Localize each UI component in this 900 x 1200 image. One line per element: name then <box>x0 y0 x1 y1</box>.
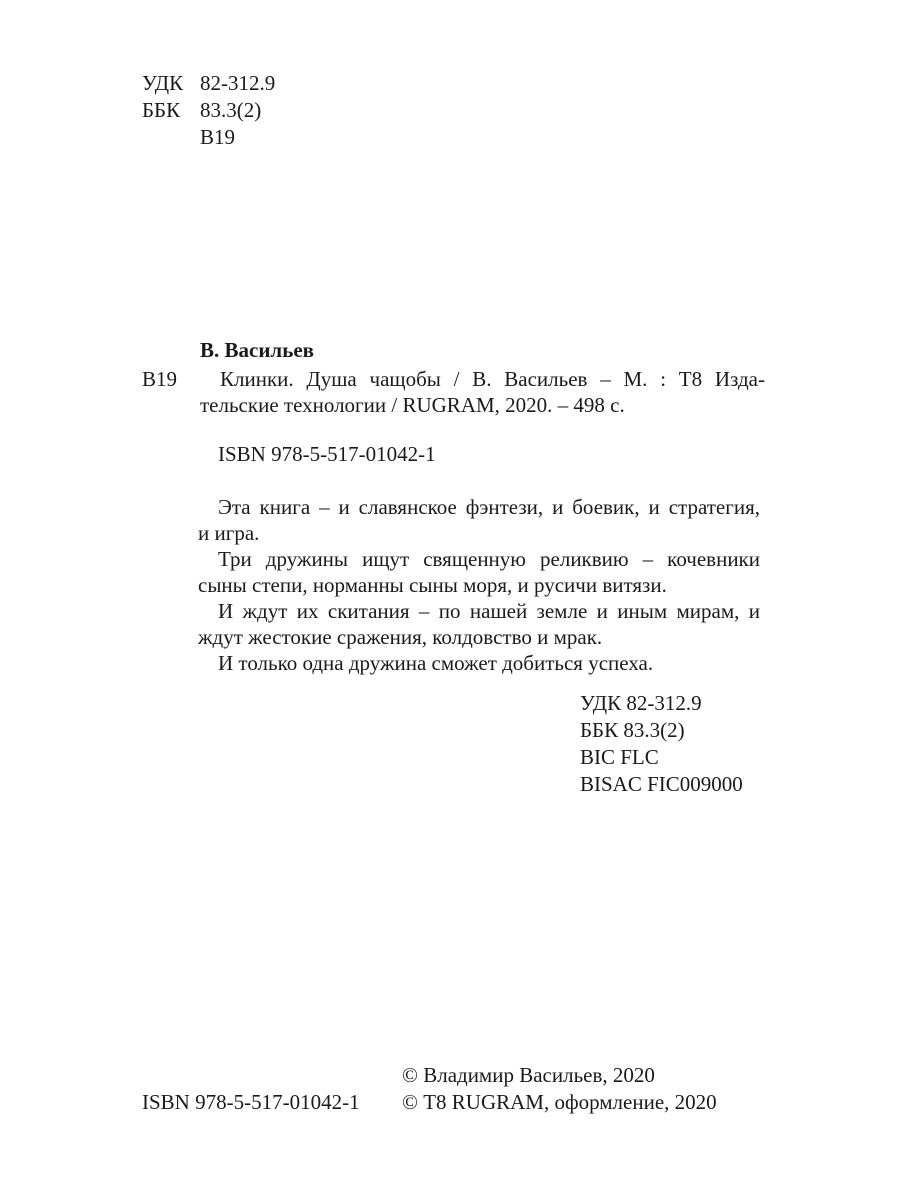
copyright-author: © Владимир Васильев, 2020 <box>402 1063 655 1087</box>
annotation-line: и игра. <box>198 521 260 545</box>
author-sign-value: В19 <box>200 125 236 149</box>
footer-isbn: ISBN 978-5-517-01042-1 <box>142 1090 360 1114</box>
author-sign-label <box>142 124 200 151</box>
bbk-row <box>142 97 275 124</box>
bibliographic-description <box>200 366 765 418</box>
annotation <box>198 494 760 676</box>
bbk-label: ББК <box>142 98 181 122</box>
annotation-line: сыны степи, норманны сыны моря, и русичи витязи. <box>198 573 667 597</box>
udk-label: УДК <box>142 71 184 95</box>
annotation-line: ждут жестокие сражения, колдовство и мрак. <box>198 625 603 649</box>
bbk-code: ББК 83.3(2) <box>580 718 685 742</box>
bisac-code: BISAC FIC009000 <box>580 772 743 796</box>
description-line-1: Клинки. Душа чащобы / В. Васильев – М. : Т8 Изда- <box>220 367 765 391</box>
author-sign-code: В19 <box>142 367 178 391</box>
copyright-block <box>402 1062 717 1116</box>
udk-value: 82-312.9 <box>200 71 276 95</box>
author-sign-row <box>142 124 275 151</box>
author-heading: В. Васильев <box>200 338 314 362</box>
bic-code: BIC FLC <box>580 745 659 769</box>
right-classification-block <box>580 690 743 798</box>
annotation-line: И ждут их скитания – по нашей земле и иным мирам, и <box>218 599 760 623</box>
annotation-line: Три дружины ищут священную реликвию – кочевники <box>218 547 760 571</box>
udk-code: УДК 82-312.9 <box>580 691 702 715</box>
bbk-value: 83.3(2) <box>200 98 262 122</box>
annotation-line: Эта книга – и славянское фэнтези, и боевик, и стратегия, <box>218 495 760 519</box>
annotation-line: И только одна дружина сможет добиться успеха. <box>218 651 654 675</box>
udk-row <box>142 70 275 97</box>
isbn-entry: ISBN 978-5-517-01042-1 <box>218 442 436 466</box>
copyright-design: © Т8 RUGRAM, оформление, 2020 <box>402 1090 717 1114</box>
top-classification-block <box>142 70 275 151</box>
description-line-2: тельские технологии / RUGRAM, 2020. – 498 с. <box>200 393 625 417</box>
